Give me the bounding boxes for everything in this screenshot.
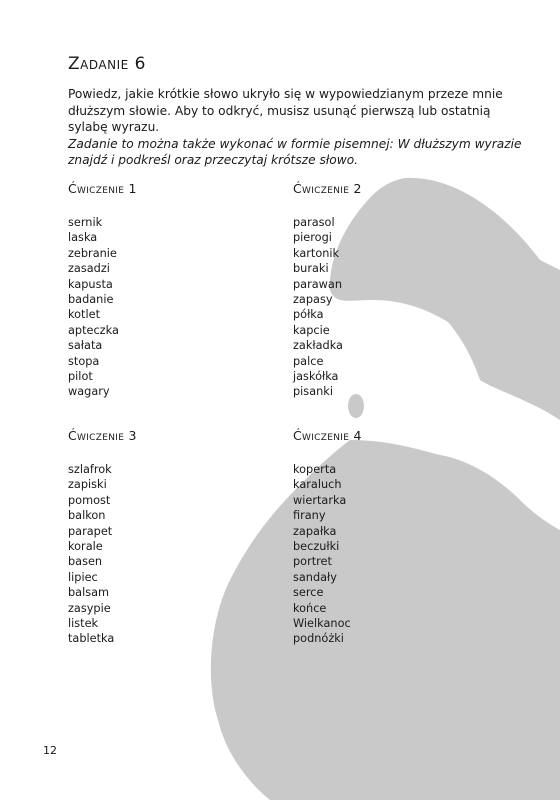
word-item: zasadzi <box>68 262 110 276</box>
word-item: apteczka <box>68 323 119 337</box>
word-item: pilot <box>68 370 93 384</box>
word-item: listek <box>68 617 99 631</box>
word-item: laska <box>68 231 98 245</box>
exercise-2 <box>293 181 493 400</box>
word-list <box>293 462 493 647</box>
exercise-3 <box>68 428 268 647</box>
word-item: pisanki <box>293 385 333 399</box>
word-item: zapasy <box>293 293 333 307</box>
word-item: koperta <box>293 463 337 476</box>
word-item: karaluch <box>293 478 342 492</box>
exercise-heading: Ćwiczenie 4 <box>293 428 362 443</box>
word-list <box>293 215 493 400</box>
word-item: pierogi <box>293 231 332 245</box>
word-item: szlafrok <box>68 463 112 476</box>
word-item: balsam <box>68 586 110 600</box>
word-item: zapałka <box>293 524 337 538</box>
word-item: jaskółka <box>293 370 339 384</box>
page-title: Zadanie 6 <box>68 54 146 74</box>
word-item: balkon <box>68 509 106 523</box>
word-item: serce <box>293 586 324 600</box>
instruction-written-variant: Zadanie to można także wykonać w formie pisemnej: W dłuższym wyrazie znajdź i podkreśl oraz przeczytaj krótsze słowo. <box>68 136 522 167</box>
exercise-heading: Ćwiczenie 1 <box>68 181 137 196</box>
page-number: 12 <box>43 744 57 757</box>
word-item: kapusta <box>68 277 113 291</box>
word-item: podnóżki <box>293 632 344 646</box>
word-item: wagary <box>68 385 110 399</box>
word-item: parasol <box>293 216 335 229</box>
exercise-heading: Ćwiczenie 2 <box>293 181 362 196</box>
word-item: kotlet <box>68 308 100 322</box>
word-list <box>68 215 268 400</box>
word-item: parapet <box>68 524 113 538</box>
word-item: zakładka <box>293 339 343 353</box>
task-instructions <box>68 86 528 169</box>
word-item: zebranie <box>68 246 117 260</box>
word-item: kapcie <box>293 323 330 337</box>
word-item: zasypie <box>68 601 111 615</box>
word-item: sernik <box>68 216 103 229</box>
word-item: beczułki <box>293 540 340 554</box>
word-item: tabletka <box>68 632 115 646</box>
word-item: sandały <box>293 570 337 584</box>
exercise-1 <box>68 181 268 400</box>
word-item: parawan <box>293 277 342 291</box>
word-item: korale <box>68 540 103 554</box>
word-item: pomost <box>68 493 111 507</box>
word-item: portret <box>293 555 332 569</box>
word-item: Wielkanoc <box>293 617 351 631</box>
word-item: buraki <box>293 262 329 276</box>
word-item: badanie <box>68 293 114 307</box>
word-item: lipiec <box>68 570 98 584</box>
word-item: wiertarka <box>293 493 347 507</box>
word-item: basen <box>68 555 103 569</box>
word-item: kartonik <box>293 246 340 260</box>
word-item: zapiski <box>68 478 107 492</box>
word-item: stopa <box>68 354 100 368</box>
exercise-heading: Ćwiczenie 3 <box>68 428 137 443</box>
word-item: palce <box>293 354 324 368</box>
instruction-text: Powiedz, jakie krótkie słowo ukryło się w wypowiedzianym przeze mnie dłuższym słowie. Aby to odkryć, musisz usunąć pierwszą lub ostatnią sylabę wyrazu. <box>68 87 503 134</box>
word-list <box>68 462 268 647</box>
word-item: półka <box>293 308 324 322</box>
word-item: firany <box>293 509 326 523</box>
word-item: sałata <box>68 339 103 353</box>
exercise-4 <box>293 428 493 647</box>
word-item: końce <box>293 601 327 615</box>
